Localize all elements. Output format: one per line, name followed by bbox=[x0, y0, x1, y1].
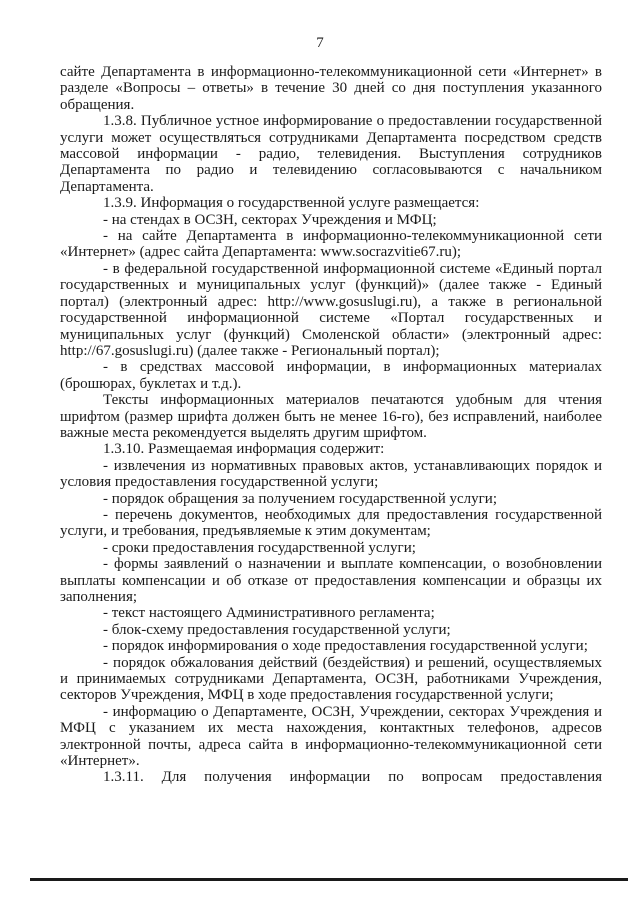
list-item: - сроки предоставления государственной услуги; bbox=[103, 539, 416, 556]
paragraph: 1.3.11. Для получения информации по вопросам предоставления bbox=[103, 769, 602, 786]
list-item: - блок-схему предоставления государственной услуги; bbox=[103, 621, 451, 638]
paragraph: 1.3.9. Информация о государственной услуге размещается: bbox=[103, 195, 480, 212]
paragraph: 1.3.10. Размещаемая информация содержит: bbox=[103, 441, 385, 458]
list-item: - на сайте Департамента в информационно-телекоммуникационной сети «Интернет» (адрес сайта Департамента: www.socrazvitie67.ru); bbox=[60, 228, 602, 261]
paragraph: Тексты информационных материалов печатаются удобным для чтения шрифтом (размер шрифта должен быть не менее 16-го), без исправлений, наиболее важные места рекомендуется выделять другим шрифтом. bbox=[60, 392, 602, 441]
document-body bbox=[60, 64, 602, 786]
paragraph: 1.3.8. Публичное устное информирование о предоставлении государственной услуги может осуществляться сотрудниками Департамента посредством средств массовой информации - радио, телевидения. Выступления сотрудников Департамента по радио и телевидению согласовываются с начальником Департамента. bbox=[60, 113, 602, 195]
list-item: - текст настоящего Административного регламента; bbox=[103, 605, 435, 622]
page-number: 7 bbox=[316, 35, 324, 51]
list-item: - порядок обжалования действий (бездействия) и решений, осуществляемых и принимаемых сотрудниками Департамента, ОСЗН, работниками Учреждения, секторов Учреждения, МФЦ в ходе предоставления государственной услуги; bbox=[60, 654, 602, 704]
list-item: - на стендах в ОСЗН, секторах Учреждения и МФЦ; bbox=[103, 211, 437, 228]
list-item: - формы заявлений о назначении и выплате компенсации, о возобновлении выплаты компенсации и об отказе от предоставления компенсации и образцы их заполнения; bbox=[60, 556, 602, 605]
list-item: - порядок информирования о ходе предоставления государственной услуги; bbox=[103, 638, 588, 655]
list-item: - в федеральной государственной информационной системе «Единый портал государственных и муниципальных услуг (функций)» (далее также - Единый портал) (электронный адрес: http://www.gosuslugi.ru), а также в региональной государственной информационной системе «Портал государственных и муниципальных услуг (функций) Смоленской области» (электронный адрес: http://67.gosuslugi.ru) (далее также - Региональный портал); bbox=[60, 260, 602, 359]
bottom-rule bbox=[30, 878, 628, 881]
list-item: - извлечения из нормативных правовых актов, устанавливающих порядок и условия предоставления государственной услуги; bbox=[60, 457, 602, 491]
paragraph: сайте Департамента в информационно-телекоммуникационной сети «Интернет» в разделе «Вопросы – ответы» в течение 30 дней со дня поступления указанного обращения. bbox=[60, 64, 602, 113]
list-item: - порядок обращения за получением государственной услуги; bbox=[103, 490, 497, 507]
list-item: - информацию о Департаменте, ОСЗН, Учреждении, секторах Учреждения и МФЦ с указанием их места нахождения, контактных телефонов, адресов электронной почты, адреса сайта в информационно-телекоммуникационной сети «Интернет». bbox=[60, 703, 602, 770]
list-item: - в средствах массовой информации, в информационных материалах (брошюрах, буклетах и т.д.). bbox=[60, 359, 602, 392]
list-item: - перечень документов, необходимых для предоставления государственной услуги, и требования, предъявляемые к этим документам; bbox=[60, 506, 602, 540]
